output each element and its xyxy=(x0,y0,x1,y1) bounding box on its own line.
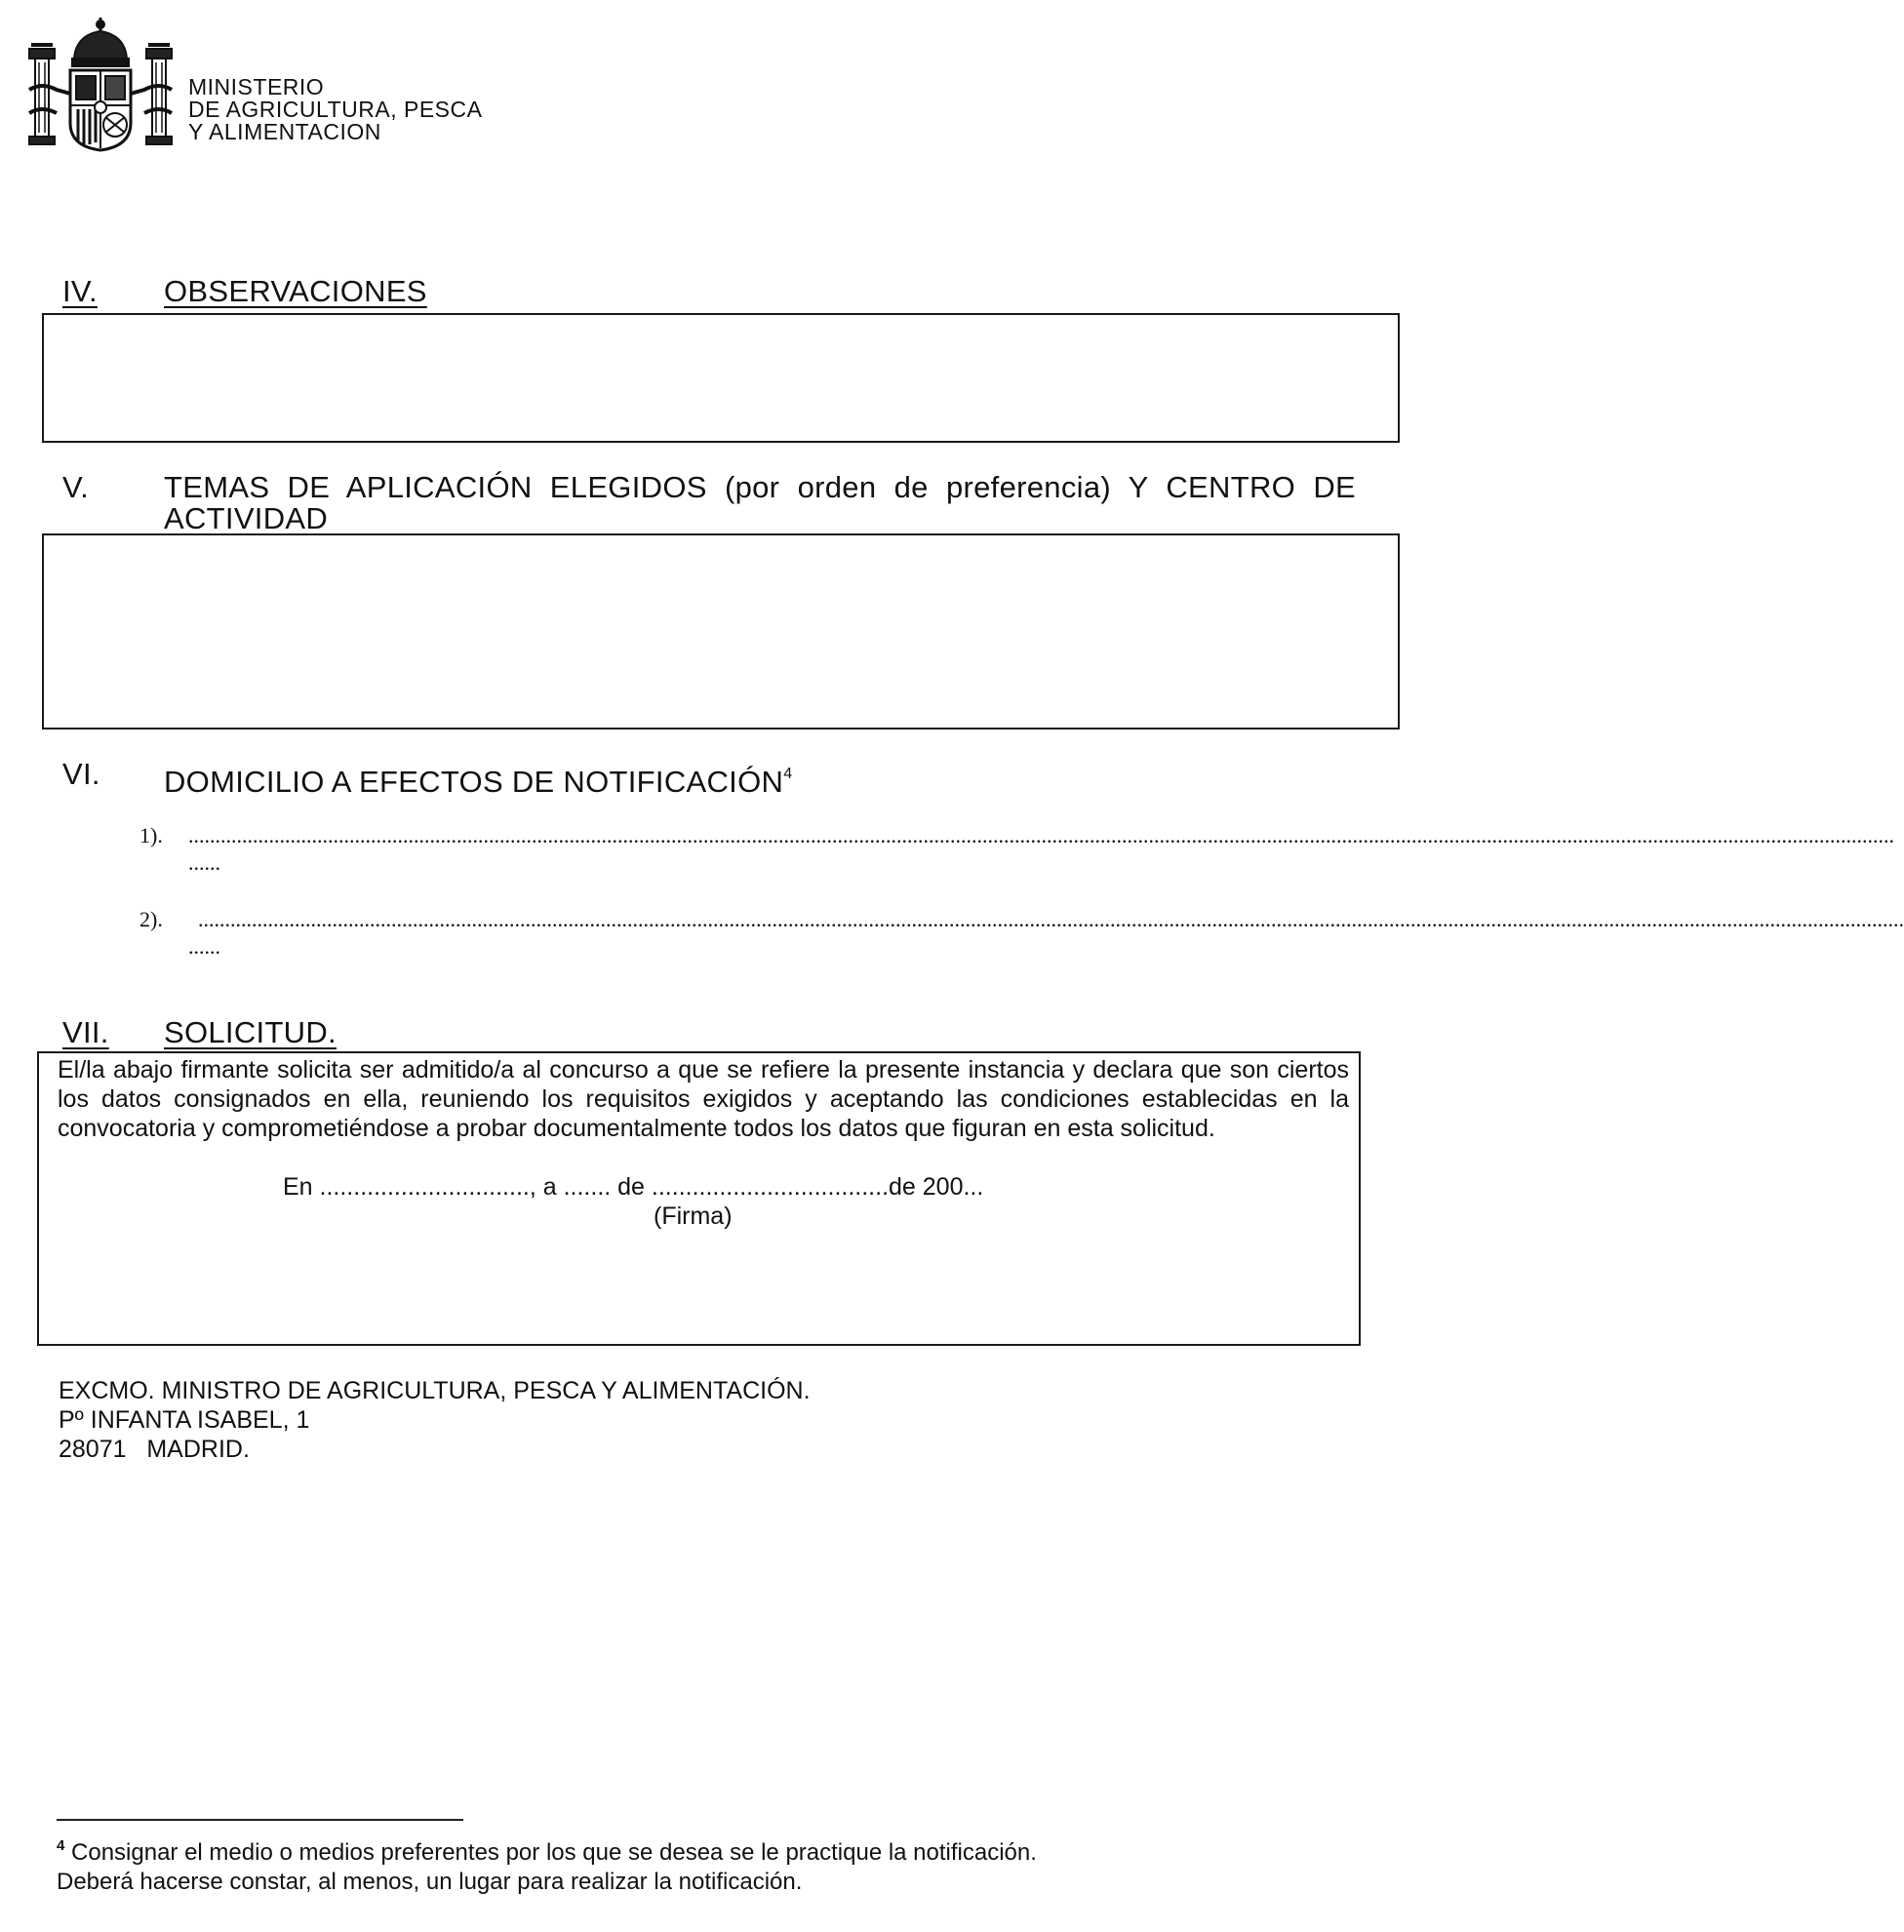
footnote-text-1: Consignar el medio o medios preferentes por los que se desea se le practique la notificación. xyxy=(71,1839,1037,1866)
place-date-line[interactable]: En ..............................., a ....... de ...................................de 200... xyxy=(283,1173,984,1201)
address-line-1-dots: .............................................................................................................................................................................................................................................................................................................................. xyxy=(188,823,1894,848)
addressee xyxy=(59,1376,811,1464)
footnote xyxy=(57,1832,1037,1897)
footnote-mark: 4 xyxy=(57,1837,65,1854)
solicitud-box xyxy=(37,1051,1361,1346)
section-iv-title: OBSERVACIONES xyxy=(164,274,427,308)
addressee-line-3: 28071 MADRID. xyxy=(59,1436,250,1463)
ministry-line-2: DE AGRICULTURA, PESCA xyxy=(188,97,483,122)
solicitud-text: El/la abajo firmante solicita ser admitido/a al concurso a que se refiere la presente instancia y declara que son ciertos los datos consignados en ella, reuniendo los requisitos exigidos y aceptando las condiciones establecidas en la convocatoria y comprometiéndose a probar documentalmente todos los datos que figuran en esta solicitud. xyxy=(58,1056,1349,1142)
footnote-line-1 xyxy=(57,1832,1037,1868)
observaciones-box[interactable] xyxy=(42,313,1400,443)
section-vi-number: VI. xyxy=(62,757,100,791)
ministry-name xyxy=(188,76,482,143)
section-vi-title xyxy=(164,759,792,798)
addressee-line-1: EXCMO. MINISTRO DE AGRICULTURA, PESCA Y ALIMENTACIÓN. xyxy=(59,1377,811,1404)
section-vii-title: SOLICITUD. xyxy=(164,1015,337,1049)
section-v-title: TEMAS DE APLICACIÓN ELEGIDOS (por orden de preferencia) Y CENTRO DE ACTIVIDAD xyxy=(164,470,1356,535)
address-line-2-dots: .............................................................................................................................................................................................................................................................................................................................. xyxy=(198,907,1904,931)
address-line-2-label: 2). xyxy=(139,907,163,931)
address-line-1-label: 1). xyxy=(139,823,163,848)
section-vi-title-text: DOMICILIO A EFECTOS DE NOTIFICACIÓN xyxy=(164,765,784,799)
signature-label: (Firma) xyxy=(654,1203,733,1230)
spanish-coat-of-arms-icon xyxy=(27,16,174,154)
temas-box[interactable] xyxy=(42,533,1400,729)
address-line-1-continuation: ...... xyxy=(188,850,220,875)
address-line-2-continuation: ...... xyxy=(188,934,220,959)
addressee-line-2: Pº INFANTA ISABEL, 1 xyxy=(59,1406,310,1434)
ministry-line-1: MINISTERIO xyxy=(188,74,325,99)
ministry-line-3: Y ALIMENTACION xyxy=(188,119,381,144)
footnote-line-2: Deberá hacerse constar, al menos, un lugar para realizar la notificación. xyxy=(57,1869,803,1895)
ministry-emblem xyxy=(27,16,174,154)
footnote-separator xyxy=(57,1819,463,1821)
section-vii-number: VII. xyxy=(62,1015,109,1049)
section-iv-number: IV. xyxy=(62,274,98,308)
section-v-number: V. xyxy=(62,470,90,504)
footnote-reference: 4 xyxy=(783,766,793,782)
